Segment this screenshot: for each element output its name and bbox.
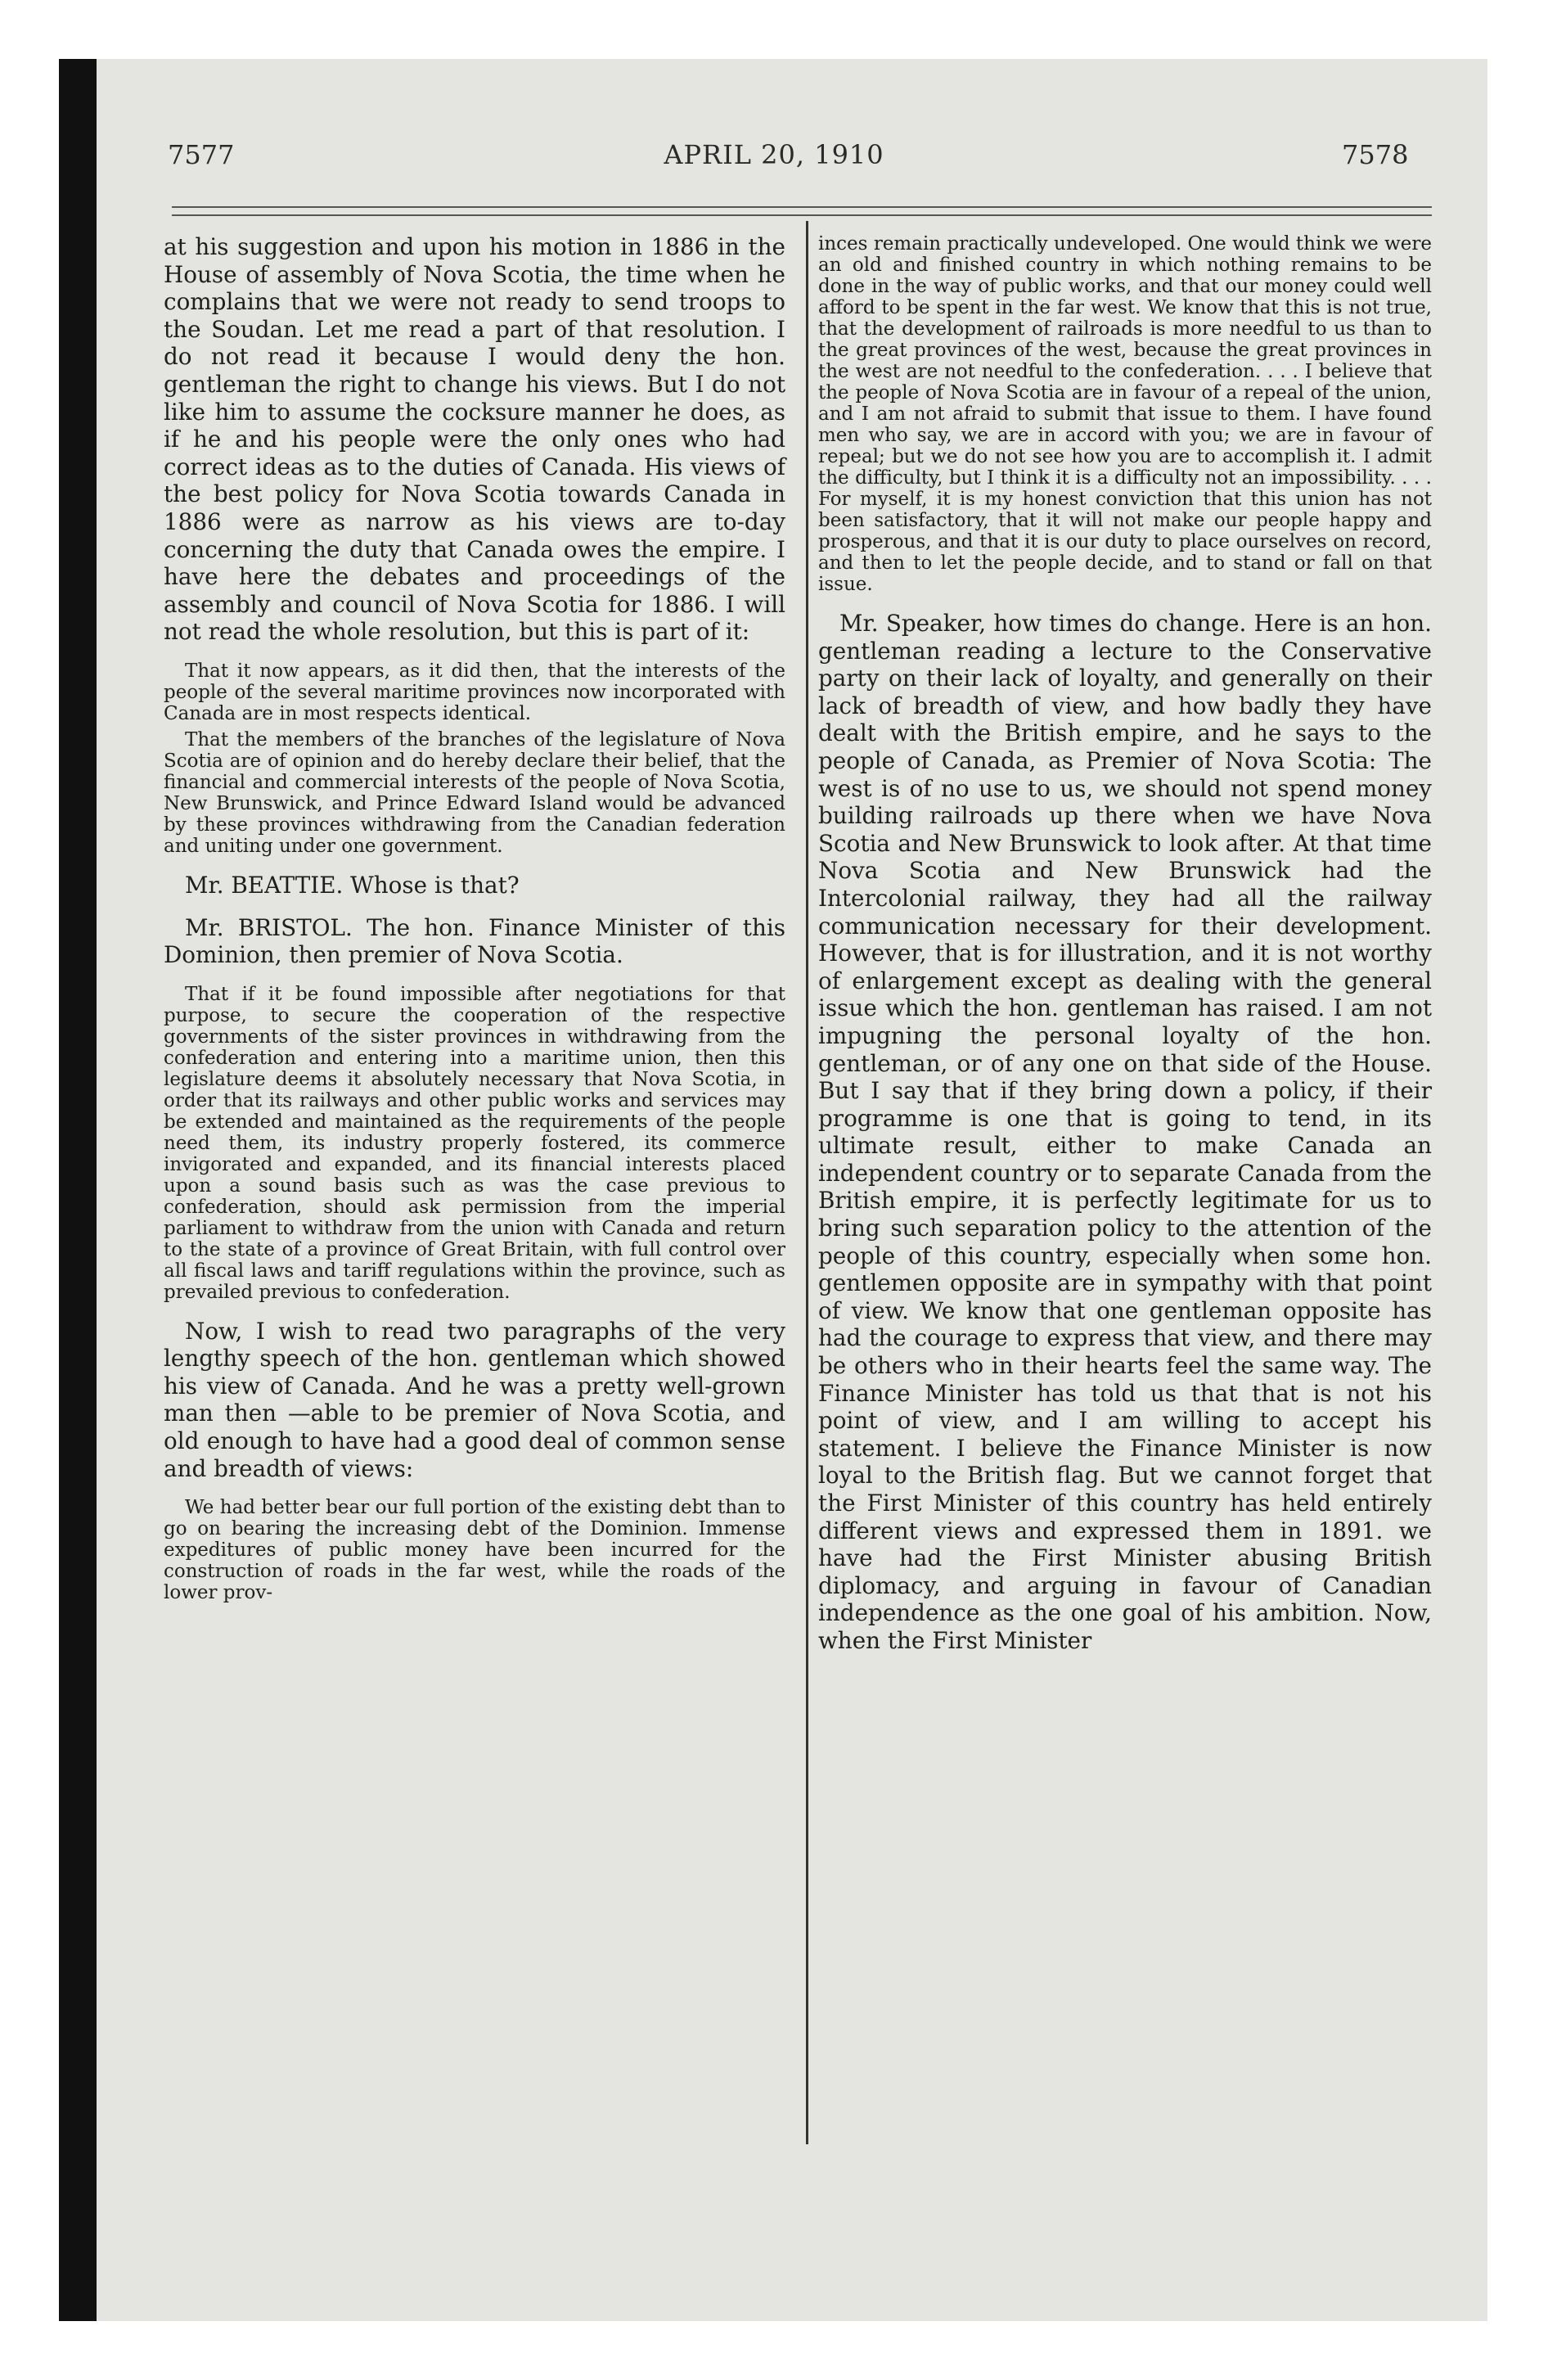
quoted-resolution: That if it be found impossible after negotiations for that purpose, to secure the cooperation of the respective governments of the sister provinces in withdrawing from the confederation and entering into a maritime union, then this legislature deems it absolutely necessary that Nova Scotia, in order that its railways and other public works and services may be extended and maintained as the requirements of the people need them, its industry properly fostered, its commerce invigorated and expanded, and its financial interests placed upon a sound basis such as was the case previous to confederation, should ask permission from the imperial parliament to withdraw from the union with Canada and return to the state of a province of Great Britain, with full control over all fiscal laws and tariff regulations within the province, such as prevailed previous to confederation. [164,983,785,1303]
binding-shadow [59,59,97,2321]
header-rule-double [172,214,1432,216]
right-page-number: 7578 [1342,139,1409,170]
interjection: Mr. BEATTIE. Whose is that? [185,871,520,899]
column-divider [806,221,808,2144]
right-column [818,233,1432,1655]
quoted-resolution: That it now appears, as it did then, that the interests of the people of the several maritime provinces now incorporated with Canada are in most respects identical. [164,660,785,724]
speech-paragraph: Mr. BRISTOL. The hon. Finance Minister of this Dominion, then premier of Nova Scotia. [164,913,785,969]
left-column [164,233,785,1603]
speech-paragraph: at his suggestion and upon his motion in 1886 in the House of assembly of Nova Scotia, the time when he complains that we were not ready to send troops to the Soudan. Let me read a part of that resolution. I do not read it because I would deny the hon. gentleman the right to change his views. But I do not like him to assume the cocksure manner he does, as if he and his people were the only ones who had correct ideas as to the duties of Canada. His views of the best policy for Nova Scotia towards Canada in 1886 were as narrow as his views are to-day concerning the duty that Canada owes the empire. I have here the debates and proceedings of the assembly and council of Nova Scotia for 1886. I will not read the whole resolution, but this is part of it: [164,233,785,646]
quoted-speech: inces remain practically undeveloped. One would think we were an old and finished country in which nothing remains to be done in the way of public works, and that our money could well afford to be spent in the far west. We know that this is not true, that the development of railroads is more needful to us than to the great provinces of the west, because the great provinces in the west are not needful to the confederation. . . . I believe that the people of Nova Scotia are in favour of a repeal of the union, and I am not afraid to submit that issue to them. I have found men who say, we are in accord with you; we are in favour of repeal; but we do not see how you are to accomplish it. I admit the difficulty, but I think it is a difficulty not an impossibility. . . . For myself, it is my honest conviction that this union has not been satisfactory, that it will not make our people happy and prosperous, and that it is our duty to place ourselves on record, and then to let the people decide, and to stand or fall on that issue. [818,233,1432,595]
page-date: APRIL 20, 1910 [664,139,884,170]
left-page-number: 7577 [168,139,235,170]
speech-paragraph: Mr. Speaker, how times do change. Here is an hon. gentleman reading a lecture to the Conservative party on their lack of loyalty, and generally on their lack of breadth of view, and how badly they have dealt with the British empire, and he says to the people of Canada, as Premier of Nova Scotia: The west is of no use to us, we should not spend money building railroads up there when we have Nova Scotia and New Brunswick to look after. At that time Nova Scotia and New Brunswick had the Intercolonial railway, they had all the railway communication necessary for their development. However, that is for illustration, and it is not worthy of enlargement except as dealing with the general issue which the hon. gentleman has raised. I am not impugning the personal loyalty of the hon. gentleman, or of any one on that side of the House. But I say that if they bring down a policy, if their programme is one that is going to tend, in its ultimate result, either to make Canada an independent country or to separate Canada from the British empire, it is perfectly legitimate for us to bring such separation policy to the attention of the people of this country, especially when some hon. gentlemen opposite are in sympathy with that point of view. We know that one gentleman opposite has had the courage to express that view, and there may be others who in their hearts feel the same way. The Finance Minister has told us that that is not his point of view, and I am willing to accept his statement. I believe the Finance Minister is now loyal to the British flag. But we cannot forget that the First Minister of this country has held entirely different views and expressed them in 1891. we have had the First Minister abusing British diplomacy, and arguing in favour of Canadian independence as the one goal of his ambition. Now, when the First Minister [818,610,1432,1654]
header-rule [172,206,1432,208]
quoted-resolution: That the members of the branches of the legislature of Nova Scotia are of opinion and do hereby declare their belief, that the financial and commercial interests of the people of Nova Scotia, New Brunswick, and Prince Edward Island would be advanced by these provinces withdrawing from the Canadian federation and uniting under one government. [164,728,785,857]
quoted-speech: We had better bear our full portion of the existing debt than to go on bearing the increasing debt of the Dominion. Immense expeditures of public money have been incurred for the construction of roads in the far west, while the roads of the lower prov- [164,1497,785,1604]
speech-paragraph: Now, I wish to read two paragraphs of the very lengthy speech of the hon. gentleman which showed his view of Canada. And he was a pretty well-grown man then —able to be premier of Nova Scotia, and old enough to have had a good deal of common sense and breadth of views: [164,1317,785,1482]
